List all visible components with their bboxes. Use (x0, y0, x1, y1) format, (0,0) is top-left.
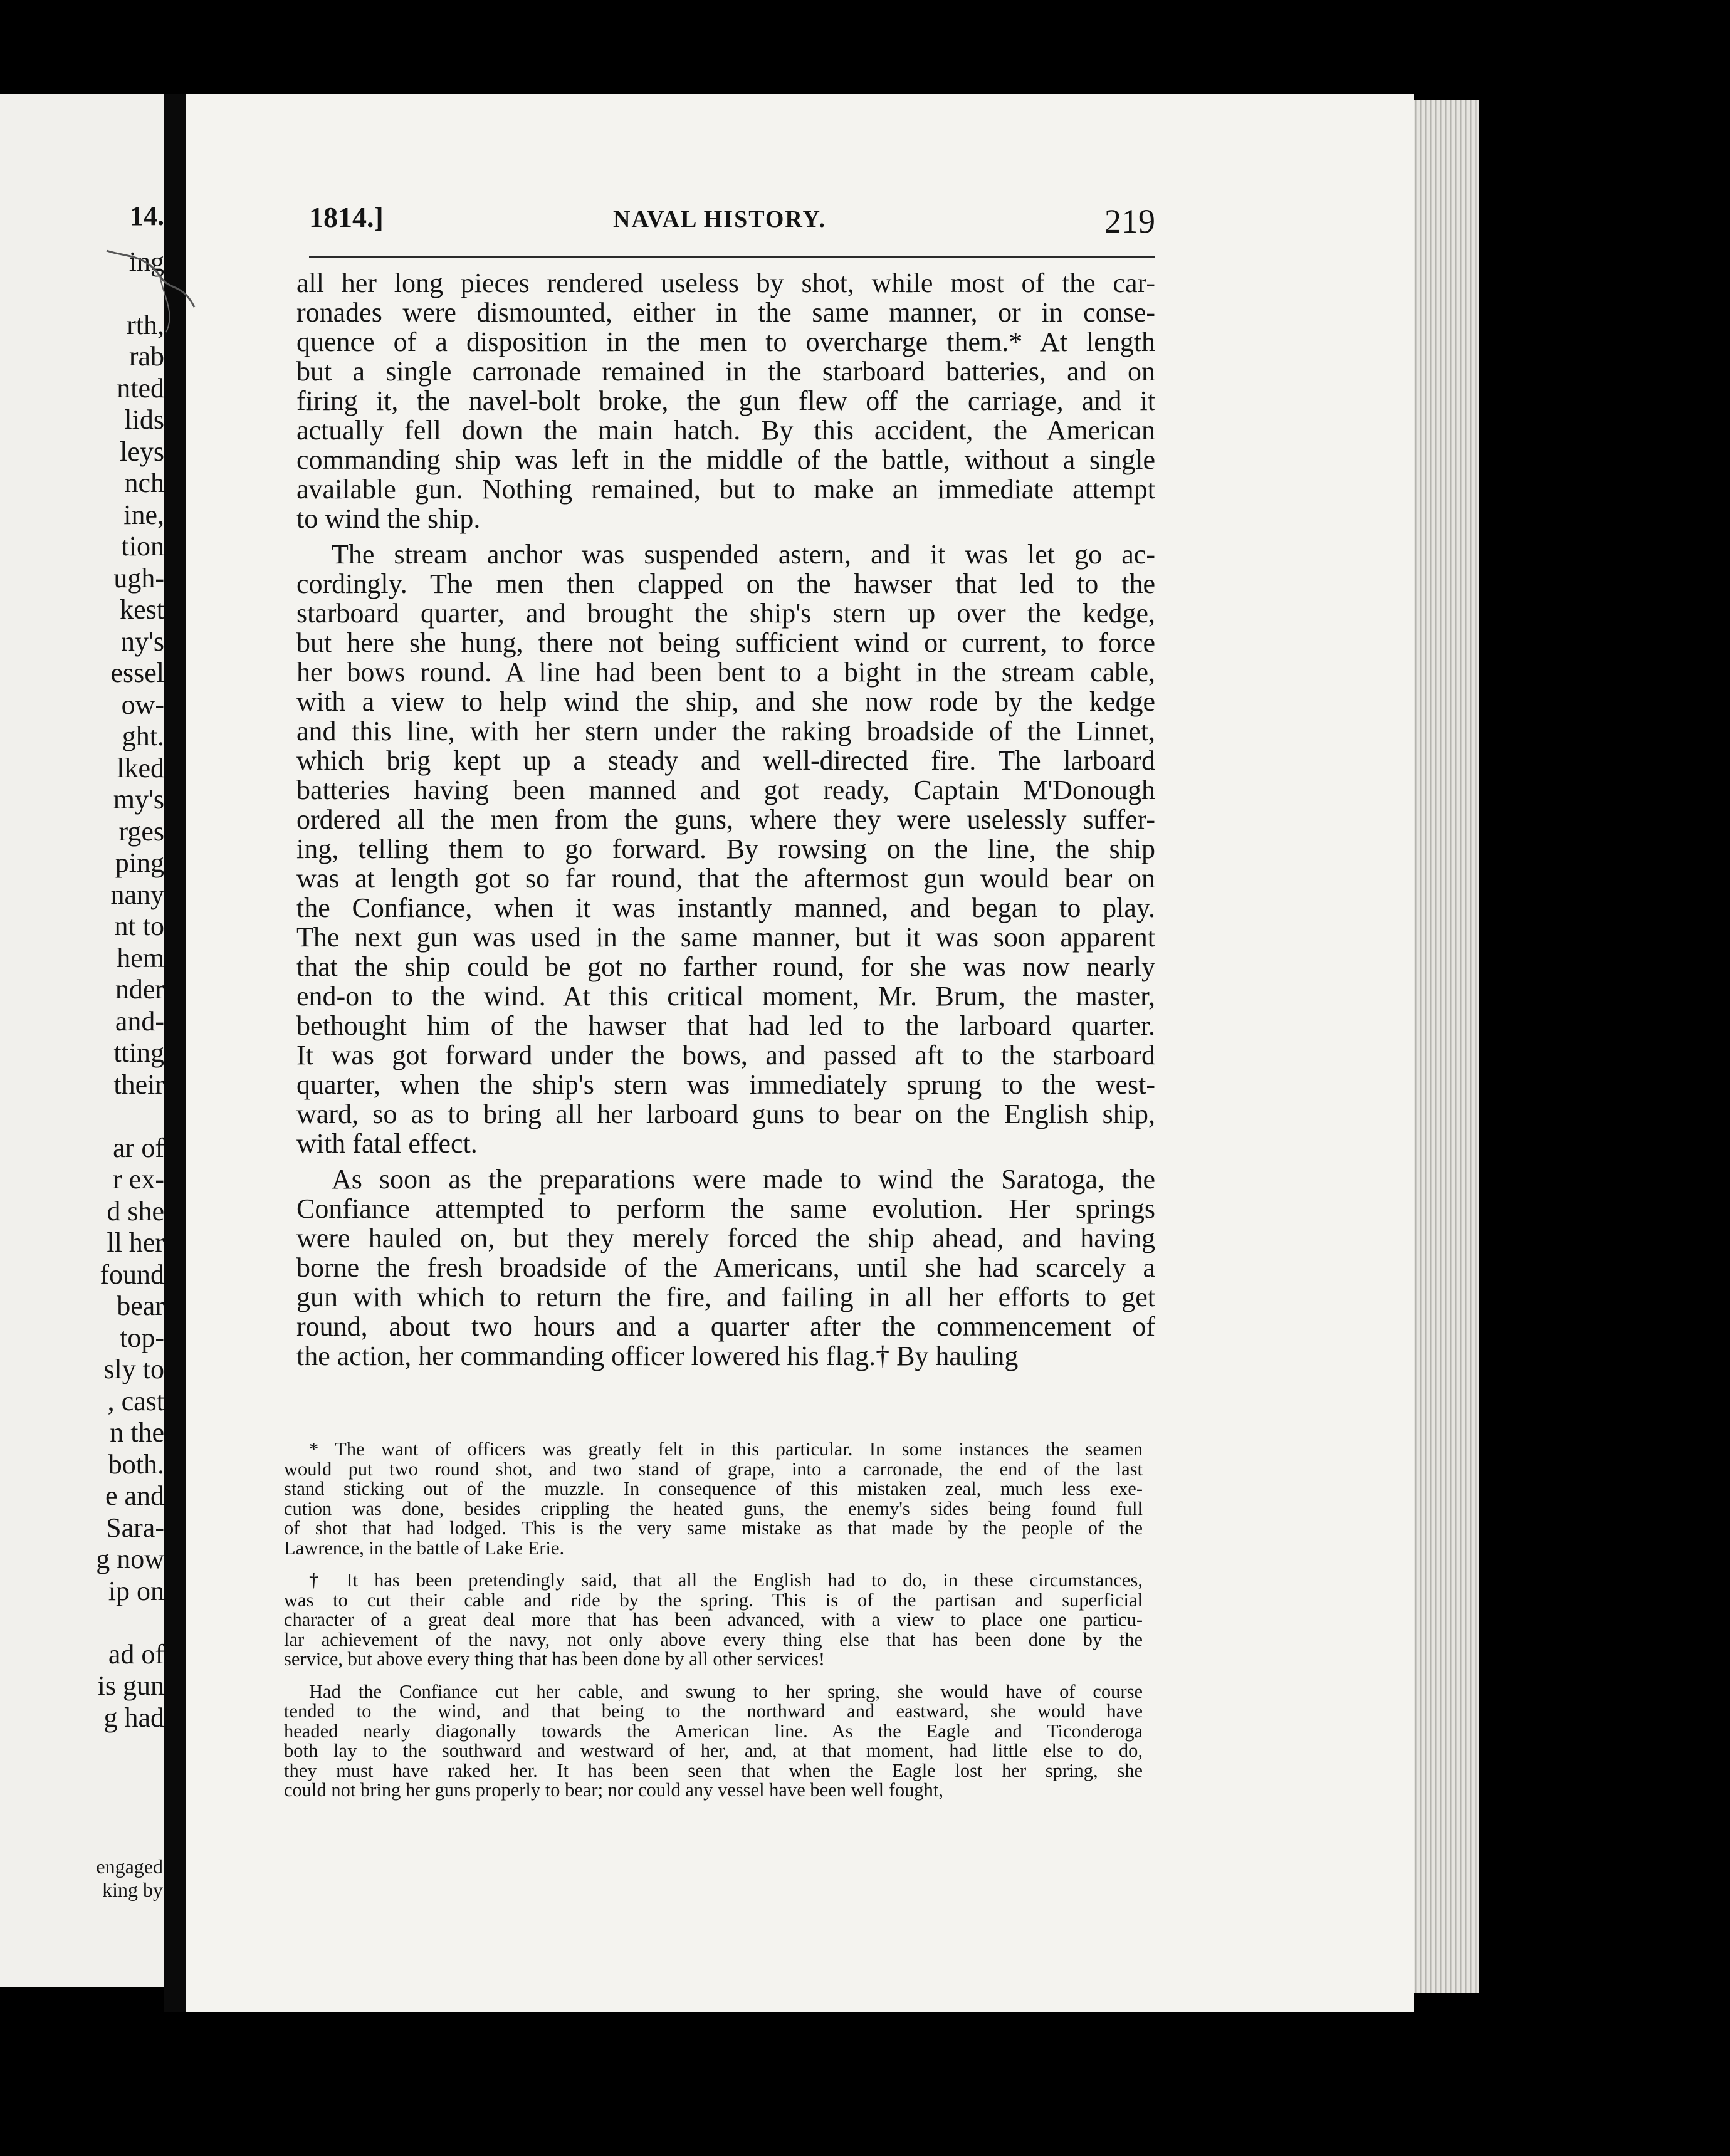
footnote-line: stand sticking out of the muzzle. In consequence of this mistaken zeal, much less exe- (284, 1478, 1143, 1499)
text-line: all her long pieces rendered useless by shot, while most of the car- (296, 268, 1155, 298)
text-line: available gun. Nothing remained, but to make an immediate attempt (296, 474, 1155, 505)
footnote-line: headed nearly diagonally towards the American line. As the Eagle and Ticonderoga (284, 1720, 1143, 1742)
facing-page-line: ar of (113, 1132, 164, 1163)
facing-page-line: ping (115, 847, 164, 878)
facing-page-line: my's (113, 784, 164, 815)
footnote-line: they must have raked her. It has been seen that when the Eagle lost her spring, she (284, 1759, 1143, 1781)
text-line: round, about two hours and a quarter after the commencement of (296, 1311, 1155, 1342)
text-line: commanding ship was left in the middle of the battle, without a single (296, 444, 1155, 475)
facing-page-line: ny's (120, 625, 164, 657)
text-line: quence of a disposition in the men to overcharge them.* At length (296, 327, 1155, 357)
text-line: were hauled on, but they merely forced the ship ahead, and having (296, 1223, 1155, 1253)
facing-page-line: 14. (130, 201, 164, 231)
header-rule (309, 256, 1155, 258)
facing-page-line: nch (124, 468, 164, 498)
facing-page-fragment (0, 94, 169, 1987)
footnote-line: * The want of officers was greatly felt in this particular. In some instances the seamen (309, 1438, 1143, 1460)
facing-page-line: nany (110, 879, 164, 910)
facing-page-line: n the (110, 1417, 164, 1448)
facing-page-text (96, 201, 164, 1734)
text-line: ronades were dismounted, either in the same manner, or in conse- (296, 297, 1155, 328)
facing-page-line: e and (105, 1480, 164, 1511)
text-line: was at length got so far round, that the aftermost gun would bear on (296, 863, 1155, 894)
running-header (309, 201, 1155, 251)
facing-page-line: Sara- (106, 1512, 164, 1543)
main-text (296, 268, 1155, 1371)
book-gutter (164, 94, 186, 2012)
footnote-line: † It has been pretendingly said, that all the English had to do, in these circumstances, (309, 1569, 1143, 1591)
facing-page-line: , cast (107, 1385, 164, 1416)
text-line: batteries having been manned and got ready, Captain M'Donough (296, 775, 1155, 805)
facing-page-line: bear (117, 1290, 164, 1321)
facing-page-line: found (100, 1259, 164, 1290)
text-line: Confiance attempted to perform the same evolution. Her springs (296, 1193, 1155, 1224)
footnotes (284, 1440, 1143, 1801)
text-line: actually fell down the main hatch. By this accident, the American (296, 415, 1155, 446)
facing-page-line: g had (103, 1702, 164, 1733)
text-line: quarter, when the ship's stern was immediately sprung to the west- (296, 1069, 1155, 1100)
facing-page-footnote (96, 1855, 163, 1902)
text-line: borne the fresh broadside of the Americans, until she had scarcely a (296, 1252, 1155, 1283)
facing-page-line: rges (118, 815, 164, 847)
header-year: 1814.] (309, 201, 384, 233)
facing-page-line: nt to (114, 911, 164, 941)
facing-page-line: ll her (107, 1227, 164, 1258)
facing-page-line: nder (115, 974, 164, 1005)
text-line: that the ship could be got no farther round, for she was now nearly (296, 951, 1155, 982)
facing-page-line: g now (96, 1544, 164, 1574)
footnote-line: character of a great deal more that has been advanced, with a view to place one particu- (284, 1609, 1143, 1630)
text-line: ing, telling them to go forward. By rowsing on the line, the ship (296, 834, 1155, 864)
facing-page-line: essel (110, 657, 164, 688)
facing-page-line: nted (117, 372, 164, 404)
text-line: which brig kept up a steady and well-directed fire. The larboard (296, 745, 1155, 776)
facing-page-line: ad of (108, 1638, 164, 1670)
facing-page-footnote-line: engaged (96, 1855, 163, 1878)
footnote-line: Lawrence, in the battle of Lake Erie. (284, 1537, 565, 1559)
text-line: but a single carronade remained in the starboard batteries, and on (296, 356, 1155, 387)
footnote-line: lar achievement of the navy, not only above every thing else that has been done by the (284, 1628, 1143, 1650)
text-line: with fatal effect. (296, 1128, 478, 1159)
facing-page-line: rth, (127, 309, 164, 340)
footnote-line: was to cut their cable and ride by the spring. This is of the partisan and superficial (284, 1589, 1143, 1611)
text-line: ordered all the men from the guns, where they were uselessly suffer- (296, 804, 1155, 835)
text-line: cordingly. The men then clapped on the hawser that led to the (296, 568, 1155, 599)
footnote-line: both lay to the southward and westward of her, and, at that moment, had little else to do, (284, 1740, 1143, 1761)
binding-thread (100, 238, 201, 338)
facing-page-line: top- (120, 1322, 164, 1353)
facing-page-line: their (113, 1069, 164, 1100)
facing-page-line: tion (121, 531, 164, 562)
text-line: gun with which to return the fire, and failing in all her efforts to get (296, 1282, 1155, 1312)
facing-page-line: lked (117, 752, 164, 783)
paragraph-gap (284, 1670, 1143, 1682)
text-line: The next gun was used in the same manner, but it was soon apparent (296, 922, 1155, 953)
page-number: 219 (1104, 202, 1155, 240)
paragraph-gap (284, 1558, 1143, 1571)
footnote-line: could not bring her guns properly to bear; nor could any vessel have been well fought, (284, 1779, 943, 1801)
facing-page-line (96, 1607, 164, 1639)
text-line: and this line, with her stern under the raking broadside of the Linnet, (296, 716, 1155, 746)
text-line: The stream anchor was suspended astern, and it was let go ac- (332, 539, 1155, 570)
facing-page-line: is gun (97, 1670, 164, 1701)
facing-page-line: lids (124, 404, 164, 435)
facing-page-line: hem (117, 942, 164, 973)
text-line: end-on to the wind. At this critical moment, Mr. Brum, the master, (296, 981, 1155, 1012)
facing-page-line: kest (120, 594, 164, 625)
facing-page-line: ing (128, 246, 164, 277)
facing-page-line: ow- (121, 689, 164, 720)
facing-page-line: sly to (103, 1354, 164, 1384)
footnote-line: tended to the wind, and that being to the northward and eastward, she would have (284, 1700, 1143, 1722)
facing-page-line (96, 1101, 164, 1133)
footnote-line: of shot that had lodged. This is the very same mistake as that made by the people of the (284, 1517, 1143, 1539)
facing-page-line: ght. (122, 721, 164, 751)
facing-page-line: r ex- (113, 1164, 164, 1195)
facing-page-line: rab (128, 341, 164, 372)
facing-page-footnote-line: king by (102, 1878, 163, 1901)
facing-page-line: d she (107, 1195, 164, 1227)
text-line: bethought him of the hawser that had led to the larboard quarter. (296, 1010, 1155, 1041)
text-line: firing it, the navel-bolt broke, the gun flew off the carriage, and it (296, 385, 1155, 416)
footnote-line: cution was done, besides crippling the heated guns, the enemy's sides being found full (284, 1497, 1143, 1519)
facing-page-line: leys (120, 436, 164, 467)
text-line: It was got forward under the bows, and passed aft to the starboard (296, 1040, 1155, 1070)
facing-page-line: ine, (123, 499, 164, 530)
facing-page-line: ugh- (113, 562, 164, 594)
footnote-line: would put two round shot, and two stand of grape, into a carronade, the end of the last (284, 1458, 1143, 1480)
text-line: her bows round. A line had been bent to a bight in the stream cable, (296, 657, 1155, 688)
text-line: As soon as the preparations were made to wind the Saratoga, the (332, 1164, 1155, 1195)
footnote-line: Had the Confiance cut her cable, and swung to her spring, she would have of course (309, 1680, 1143, 1702)
text-line: starboard quarter, and brought the ship's stern up over the kedge, (296, 598, 1155, 629)
text-line: the action, her commanding officer lowered his flag.† By hauling (296, 1341, 1019, 1371)
facing-page-line: and- (115, 1005, 164, 1037)
text-line: ward, so as to bring all her larboard guns to bear on the English ship, (296, 1099, 1155, 1129)
text-line: with a view to help wind the ship, and she now rode by the kedge (296, 686, 1155, 717)
facing-page-line: ip on (108, 1575, 164, 1606)
header-title: NAVAL HISTORY. (613, 206, 826, 233)
text-line: to wind the ship. (296, 503, 481, 534)
facing-page-line: tting (113, 1037, 164, 1068)
text-line: but here she hung, there not being sufficient wind or current, to force (296, 627, 1155, 658)
facing-page-line: both. (108, 1448, 164, 1480)
text-line: the Confiance, when it was instantly manned, and began to play. (296, 892, 1155, 923)
footnote-line: service, but above every thing that has been done by all other services! (284, 1648, 826, 1670)
